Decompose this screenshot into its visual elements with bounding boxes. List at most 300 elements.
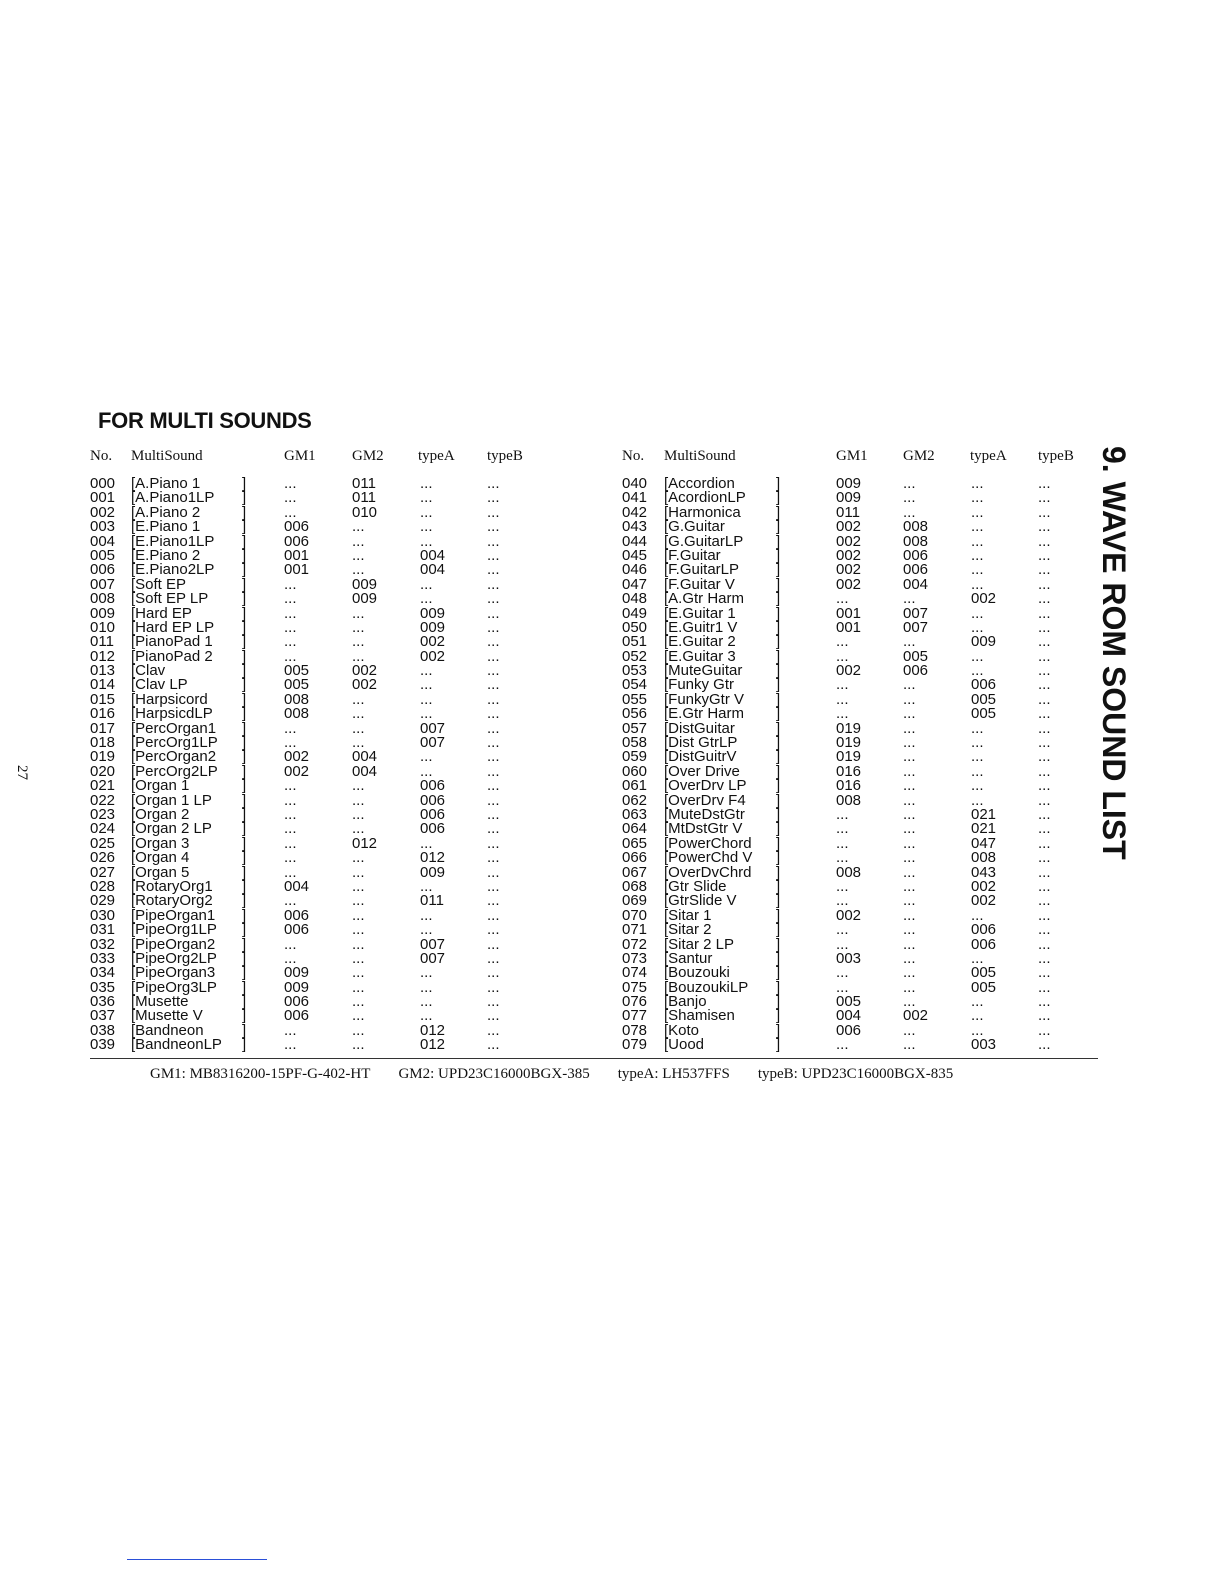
cell-no: 015 [90, 690, 116, 708]
cell-gm1: ... [836, 834, 849, 852]
cell-gm2: ... [903, 1036, 916, 1054]
cell-tb: ... [1038, 964, 1051, 982]
closing-bracket: ] [776, 604, 781, 622]
page-number: 27 [14, 765, 30, 780]
cell-ta: ... [971, 993, 984, 1011]
cell-ta: ... [971, 791, 984, 809]
cell-gm2: ... [903, 734, 916, 752]
cell-gm1: ... [284, 618, 297, 636]
cell-ta: ... [971, 503, 984, 521]
closing-bracket: ] [242, 978, 247, 996]
cell-tb: ... [1038, 892, 1051, 910]
closing-bracket: ] [242, 633, 247, 651]
cell-name: [PercOrg2LP [131, 762, 218, 780]
closing-bracket: ] [776, 964, 781, 982]
cell-gm2: 009 [352, 590, 378, 608]
closing-bracket: ] [776, 1007, 781, 1025]
cell-name: [Harpsicord [131, 690, 208, 708]
cell-no: 041 [622, 489, 648, 507]
cell-gm1: ... [284, 1021, 297, 1039]
cell-gm1: 001 [836, 618, 862, 636]
cell-name: [Shamisen [664, 1007, 735, 1025]
cell-ta: ... [971, 546, 984, 564]
cell-name: [E.Guitar 3 [664, 647, 736, 665]
closing-bracket: ] [242, 676, 247, 694]
cell-ta: ... [971, 561, 984, 579]
cell-gm1: 002 [836, 662, 862, 680]
cell-no: 034 [90, 964, 116, 982]
left-no-column [90, 477, 115, 1053]
cell-gm2: 004 [352, 762, 378, 780]
cell-name: [MuteGuitar [664, 662, 743, 680]
cell-name: [Banjo [664, 993, 707, 1011]
cell-name: [PercOrgan2 [131, 748, 217, 766]
cell-gm1: ... [836, 877, 849, 895]
footer-typea: typeA: LH537FFS [617, 1066, 730, 1082]
closing-bracket: ] [242, 964, 247, 982]
cell-gm1: 002 [836, 532, 862, 550]
cell-gm1: 005 [836, 993, 862, 1011]
cell-ta: 009 [420, 618, 446, 636]
cell-name: [PipeOrgan2 [131, 935, 216, 953]
cell-name: [BandneonLP [131, 1036, 222, 1054]
cell-no: 070 [622, 906, 648, 924]
cell-name: [A.Piano1LP [131, 489, 215, 507]
cell-name: [Sitar 2 [664, 921, 712, 939]
cell-ta: ... [971, 518, 984, 536]
cell-gm1: 008 [284, 705, 310, 723]
cell-name: [F.Guitar [664, 546, 721, 564]
cell-gm2: 010 [352, 503, 378, 521]
cell-name: [OverDrv LP [664, 777, 747, 795]
cell-gm1: 006 [284, 532, 310, 550]
cell-gm2: ... [352, 1021, 365, 1039]
cell-gm1: 008 [836, 863, 862, 881]
cell-gm1: 009 [284, 978, 310, 996]
cell-name: [Soft EP [131, 575, 187, 593]
cell-gm2: ... [903, 906, 916, 924]
right-no-column [622, 477, 647, 1053]
cell-name: [Accordion [664, 475, 735, 492]
cell-no: 035 [90, 978, 116, 996]
cell-tb: ... [487, 892, 500, 910]
cell-gm1: ... [284, 647, 297, 665]
cell-gm1: ... [284, 949, 297, 967]
closing-bracket: ] [776, 546, 781, 564]
cell-tb: ... [487, 863, 500, 881]
cell-no: 065 [622, 834, 648, 852]
closing-bracket: ] [242, 561, 247, 579]
cell-gm2: 008 [903, 518, 929, 536]
cell-no: 077 [622, 1007, 648, 1025]
cell-tb: ... [1038, 777, 1051, 795]
cell-name: [Soft EP LP [131, 590, 209, 608]
cell-gm1: 003 [836, 949, 862, 967]
closing-bracket: ] [776, 849, 781, 867]
cell-tb: ... [487, 849, 500, 867]
cell-gm1: 009 [836, 489, 862, 507]
header-gm2-left: GM2 [352, 448, 384, 464]
cell-gm2: ... [352, 647, 365, 665]
cell-gm2: ... [352, 518, 365, 536]
cell-ta: ... [971, 949, 984, 967]
cell-tb: ... [1038, 834, 1051, 852]
cell-name: [Clav LP [131, 676, 188, 694]
cell-gm2: ... [903, 849, 916, 867]
cell-gm1: ... [836, 978, 849, 996]
cell-no: 039 [90, 1036, 116, 1054]
cell-name: [RotaryOrg2 [131, 892, 213, 910]
cell-name: [Musette [131, 993, 189, 1011]
cell-gm1: 005 [284, 676, 310, 694]
closing-bracket: ] [242, 734, 247, 752]
cell-no: 004 [90, 532, 116, 550]
closing-bracket: ] [776, 503, 781, 521]
cell-ta: ... [420, 518, 433, 536]
closing-bracket: ] [776, 949, 781, 967]
cell-no: 005 [90, 546, 116, 564]
closing-bracket: ] [776, 777, 781, 795]
closing-bracket: ] [242, 662, 247, 680]
cell-tb: ... [487, 805, 500, 823]
cell-no: 064 [622, 820, 648, 838]
cell-ta: 002 [420, 633, 446, 651]
cell-name: [F.GuitarLP [664, 561, 740, 579]
cell-no: 056 [622, 705, 648, 723]
cell-gm2: ... [903, 690, 916, 708]
cell-name: [PipeOrg1LP [131, 921, 217, 939]
cell-ta: ... [420, 921, 433, 939]
cell-gm2: ... [903, 820, 916, 838]
cell-ta: 009 [420, 604, 446, 622]
cell-ta: ... [420, 834, 433, 852]
cell-no: 078 [622, 1021, 648, 1039]
closing-bracket: ] [776, 791, 781, 809]
cell-gm2: 006 [903, 561, 929, 579]
cell-no: 048 [622, 590, 648, 608]
cell-no: 001 [90, 489, 116, 507]
closing-bracket: ] [242, 618, 247, 636]
cell-name: [Organ 1 LP [131, 791, 212, 809]
cell-tb: ... [487, 546, 500, 564]
cell-no: 071 [622, 921, 648, 939]
cell-name: [Organ 1 [131, 777, 190, 795]
cell-no: 025 [90, 834, 116, 852]
cell-gm1: 001 [284, 561, 310, 579]
closing-bracket: ] [242, 503, 247, 521]
cell-gm2: ... [352, 935, 365, 953]
cell-ta: 012 [420, 849, 446, 867]
cell-gm2: ... [903, 590, 916, 608]
cell-gm2: ... [352, 618, 365, 636]
cell-name: [BouzoukiLP [664, 978, 749, 996]
cell-name: [MuteDstGtr [664, 805, 745, 823]
cell-gm1: ... [836, 1036, 849, 1054]
cell-gm1: ... [284, 791, 297, 809]
cell-gm1: ... [284, 834, 297, 852]
cell-ta: ... [420, 993, 433, 1011]
cell-no: 022 [90, 791, 116, 809]
cell-no: 002 [90, 503, 116, 521]
cell-tb: ... [487, 820, 500, 838]
cell-ta: 004 [420, 561, 446, 579]
cell-tb: ... [1038, 647, 1051, 665]
cell-no: 055 [622, 690, 648, 708]
cell-tb: ... [1038, 1007, 1051, 1025]
closing-bracket: ] [242, 877, 247, 895]
footer-gm2: GM2: UPD23C16000BGX-385 [398, 1066, 590, 1082]
cell-tb: ... [487, 604, 500, 622]
cell-ta: 002 [971, 892, 997, 910]
cell-ta: ... [971, 475, 984, 492]
cell-name: [Bouzouki [664, 964, 730, 982]
cell-name: [PipeOrgan3 [131, 964, 216, 982]
cell-name: [PercOrgan1 [131, 719, 217, 737]
cell-gm1: 006 [284, 1007, 310, 1025]
left-bracket-column [242, 477, 246, 1053]
cell-gm2: ... [903, 719, 916, 737]
cell-name: [E.Guitar 1 [664, 604, 736, 622]
cell-ta: 005 [971, 978, 997, 996]
cell-no: 013 [90, 662, 116, 680]
cell-gm2: ... [352, 906, 365, 924]
closing-bracket: ] [776, 1021, 781, 1039]
cell-tb: ... [1038, 1036, 1051, 1054]
cell-gm2: 011 [352, 489, 376, 507]
cell-gm1: 006 [284, 518, 310, 536]
cell-gm2: ... [352, 777, 365, 795]
closing-bracket: ] [242, 647, 247, 665]
cell-no: 012 [90, 647, 116, 665]
cell-gm1: 004 [284, 877, 310, 895]
cell-ta: ... [971, 662, 984, 680]
cell-gm1: 002 [284, 748, 310, 766]
cell-tb: ... [1038, 748, 1051, 766]
cell-ta: ... [420, 906, 433, 924]
cell-gm1: 002 [836, 561, 862, 579]
cell-name: [OverDvChrd [664, 863, 752, 881]
cell-gm1: 009 [284, 964, 310, 982]
cell-ta: ... [420, 964, 433, 982]
closing-bracket: ] [776, 863, 781, 881]
cell-name: [Hard EP [131, 604, 192, 622]
cell-gm1: ... [836, 690, 849, 708]
left-gm2-column [352, 477, 377, 1053]
cell-name: [E.Piano2LP [131, 561, 215, 579]
cell-gm1: 005 [284, 662, 310, 680]
cell-gm2: 004 [903, 575, 929, 593]
cell-gm2: ... [903, 1021, 916, 1039]
cell-tb: ... [1038, 546, 1051, 564]
cell-ta: ... [420, 690, 433, 708]
cell-tb: ... [1038, 978, 1051, 996]
closing-bracket: ] [242, 863, 247, 881]
closing-bracket: ] [776, 978, 781, 996]
cell-no: 068 [622, 877, 648, 895]
cell-ta: ... [420, 590, 433, 608]
closing-bracket: ] [776, 618, 781, 636]
cell-tb: ... [487, 748, 500, 766]
cell-ta: 006 [420, 820, 446, 838]
cell-gm1: ... [284, 604, 297, 622]
closing-bracket: ] [242, 906, 247, 924]
cell-no: 045 [622, 546, 648, 564]
closing-bracket: ] [242, 935, 247, 953]
cell-gm2: ... [903, 863, 916, 881]
cell-name: [PowerChord [664, 834, 752, 852]
cell-gm2: ... [903, 762, 916, 780]
cell-tb: ... [487, 690, 500, 708]
cell-gm2: ... [903, 676, 916, 694]
cell-name: [PipeOrg3LP [131, 978, 217, 996]
cell-gm1: ... [284, 475, 297, 492]
cell-no: 060 [622, 762, 648, 780]
cell-tb: ... [1038, 1021, 1051, 1039]
header-no-right: No. [622, 448, 645, 464]
closing-bracket: ] [776, 877, 781, 895]
right-bracket-column [776, 477, 780, 1053]
cell-gm2: ... [903, 892, 916, 910]
cell-ta: ... [420, 705, 433, 723]
closing-bracket: ] [242, 489, 247, 507]
cell-no: 007 [90, 575, 116, 593]
closing-bracket: ] [242, 1021, 247, 1039]
cell-name: [Organ 5 [131, 863, 190, 881]
cell-tb: ... [487, 791, 500, 809]
cell-name: [Organ 4 [131, 849, 190, 867]
cell-no: 049 [622, 604, 648, 622]
cell-ta: 006 [420, 777, 446, 795]
cell-no: 044 [622, 532, 648, 550]
cell-gm1: 019 [836, 748, 862, 766]
header-gm1-left: GM1 [284, 448, 316, 464]
cell-gm1: ... [836, 676, 849, 694]
cell-no: 042 [622, 503, 648, 521]
closing-bracket: ] [242, 604, 247, 622]
cell-tb: ... [1038, 489, 1051, 507]
cell-no: 029 [90, 892, 116, 910]
closing-bracket: ] [776, 561, 781, 579]
closing-bracket: ] [776, 647, 781, 665]
cell-gm1: 004 [836, 1007, 862, 1025]
cell-name: [Musette V [131, 1007, 203, 1025]
cell-name: [Koto [664, 1021, 700, 1039]
cell-gm1: ... [284, 575, 297, 593]
cell-no: 020 [90, 762, 116, 780]
cell-tb: ... [487, 489, 500, 507]
cell-gm1: ... [284, 590, 297, 608]
cell-ta: 047 [971, 834, 997, 852]
cell-name: [GtrSlide V [664, 892, 737, 910]
cell-gm2: 006 [903, 546, 929, 564]
cell-gm1: ... [836, 647, 849, 665]
cell-tb: ... [1038, 849, 1051, 867]
cell-no: 058 [622, 734, 648, 752]
header-typea-left: typeA [418, 448, 455, 464]
closing-bracket: ] [776, 590, 781, 608]
cell-gm2: ... [352, 546, 365, 564]
cell-no: 069 [622, 892, 648, 910]
cell-gm2: ... [352, 993, 365, 1011]
left-gm1-column [284, 477, 309, 1053]
cell-ta: ... [971, 604, 984, 622]
footer-chip-list [150, 1066, 1090, 1083]
cell-gm1: ... [836, 820, 849, 838]
cell-gm1: 011 [836, 503, 860, 521]
cell-ta: ... [420, 503, 433, 521]
cell-gm1: ... [284, 633, 297, 651]
cell-gm2: ... [352, 1036, 365, 1054]
cell-no: 079 [622, 1036, 648, 1054]
cell-tb: ... [487, 618, 500, 636]
cell-gm1: ... [836, 964, 849, 982]
side-title: 9. WAVE ROM SOUND LIST [1096, 446, 1132, 860]
cell-ta: 009 [971, 633, 997, 651]
right-typea-column [971, 477, 996, 1053]
cell-tb: ... [487, 647, 500, 665]
cell-no: 051 [622, 633, 648, 651]
closing-bracket: ] [242, 762, 247, 780]
cell-tb: ... [1038, 921, 1051, 939]
cell-ta: ... [420, 662, 433, 680]
cell-gm1: ... [284, 863, 297, 881]
cell-name: [G.GuitarLP [664, 532, 744, 550]
cell-ta: ... [420, 489, 433, 507]
cell-no: 016 [90, 705, 116, 723]
cell-tb: ... [487, 575, 500, 593]
cell-tb: ... [487, 475, 500, 492]
cell-no: 046 [622, 561, 648, 579]
cell-gm2: ... [352, 978, 365, 996]
cell-no: 066 [622, 849, 648, 867]
cell-ta: ... [971, 647, 984, 665]
left-typeb-column [487, 477, 500, 1053]
cell-gm1: ... [836, 921, 849, 939]
cell-gm2: ... [352, 532, 365, 550]
cell-tb: ... [487, 590, 500, 608]
section-title: FOR MULTI SOUNDS [98, 408, 312, 433]
closing-bracket: ] [242, 921, 247, 939]
header-typea-right: typeA [970, 448, 1007, 464]
cell-name: [A.Piano 2 [131, 503, 201, 521]
cell-name: [DistGuitar [664, 719, 735, 737]
cell-name: [PowerChd V [664, 849, 753, 867]
cell-tb: ... [487, 518, 500, 536]
cell-gm2: ... [903, 978, 916, 996]
cell-tb: ... [1038, 690, 1051, 708]
cell-name: [Organ 2 LP [131, 820, 212, 838]
cell-name: [Bandneon [131, 1021, 204, 1039]
cell-gm2: ... [352, 892, 365, 910]
cell-gm1: 006 [284, 906, 310, 924]
closing-bracket: ] [776, 633, 781, 651]
cell-tb: ... [1038, 561, 1051, 579]
closing-bracket: ] [776, 921, 781, 939]
closing-bracket: ] [242, 834, 247, 852]
cell-name: [PipeOrg2LP [131, 949, 217, 967]
cell-ta: 008 [971, 849, 997, 867]
cell-ta: 007 [420, 949, 446, 967]
cell-gm2: ... [903, 935, 916, 953]
cell-tb: ... [487, 662, 500, 680]
cell-tb: ... [487, 1007, 500, 1025]
cell-gm1: ... [284, 820, 297, 838]
cell-gm2: ... [903, 877, 916, 895]
closing-bracket: ] [242, 475, 247, 492]
closing-bracket: ] [242, 1036, 247, 1054]
cell-ta: 021 [971, 805, 997, 823]
cell-gm2: ... [903, 748, 916, 766]
